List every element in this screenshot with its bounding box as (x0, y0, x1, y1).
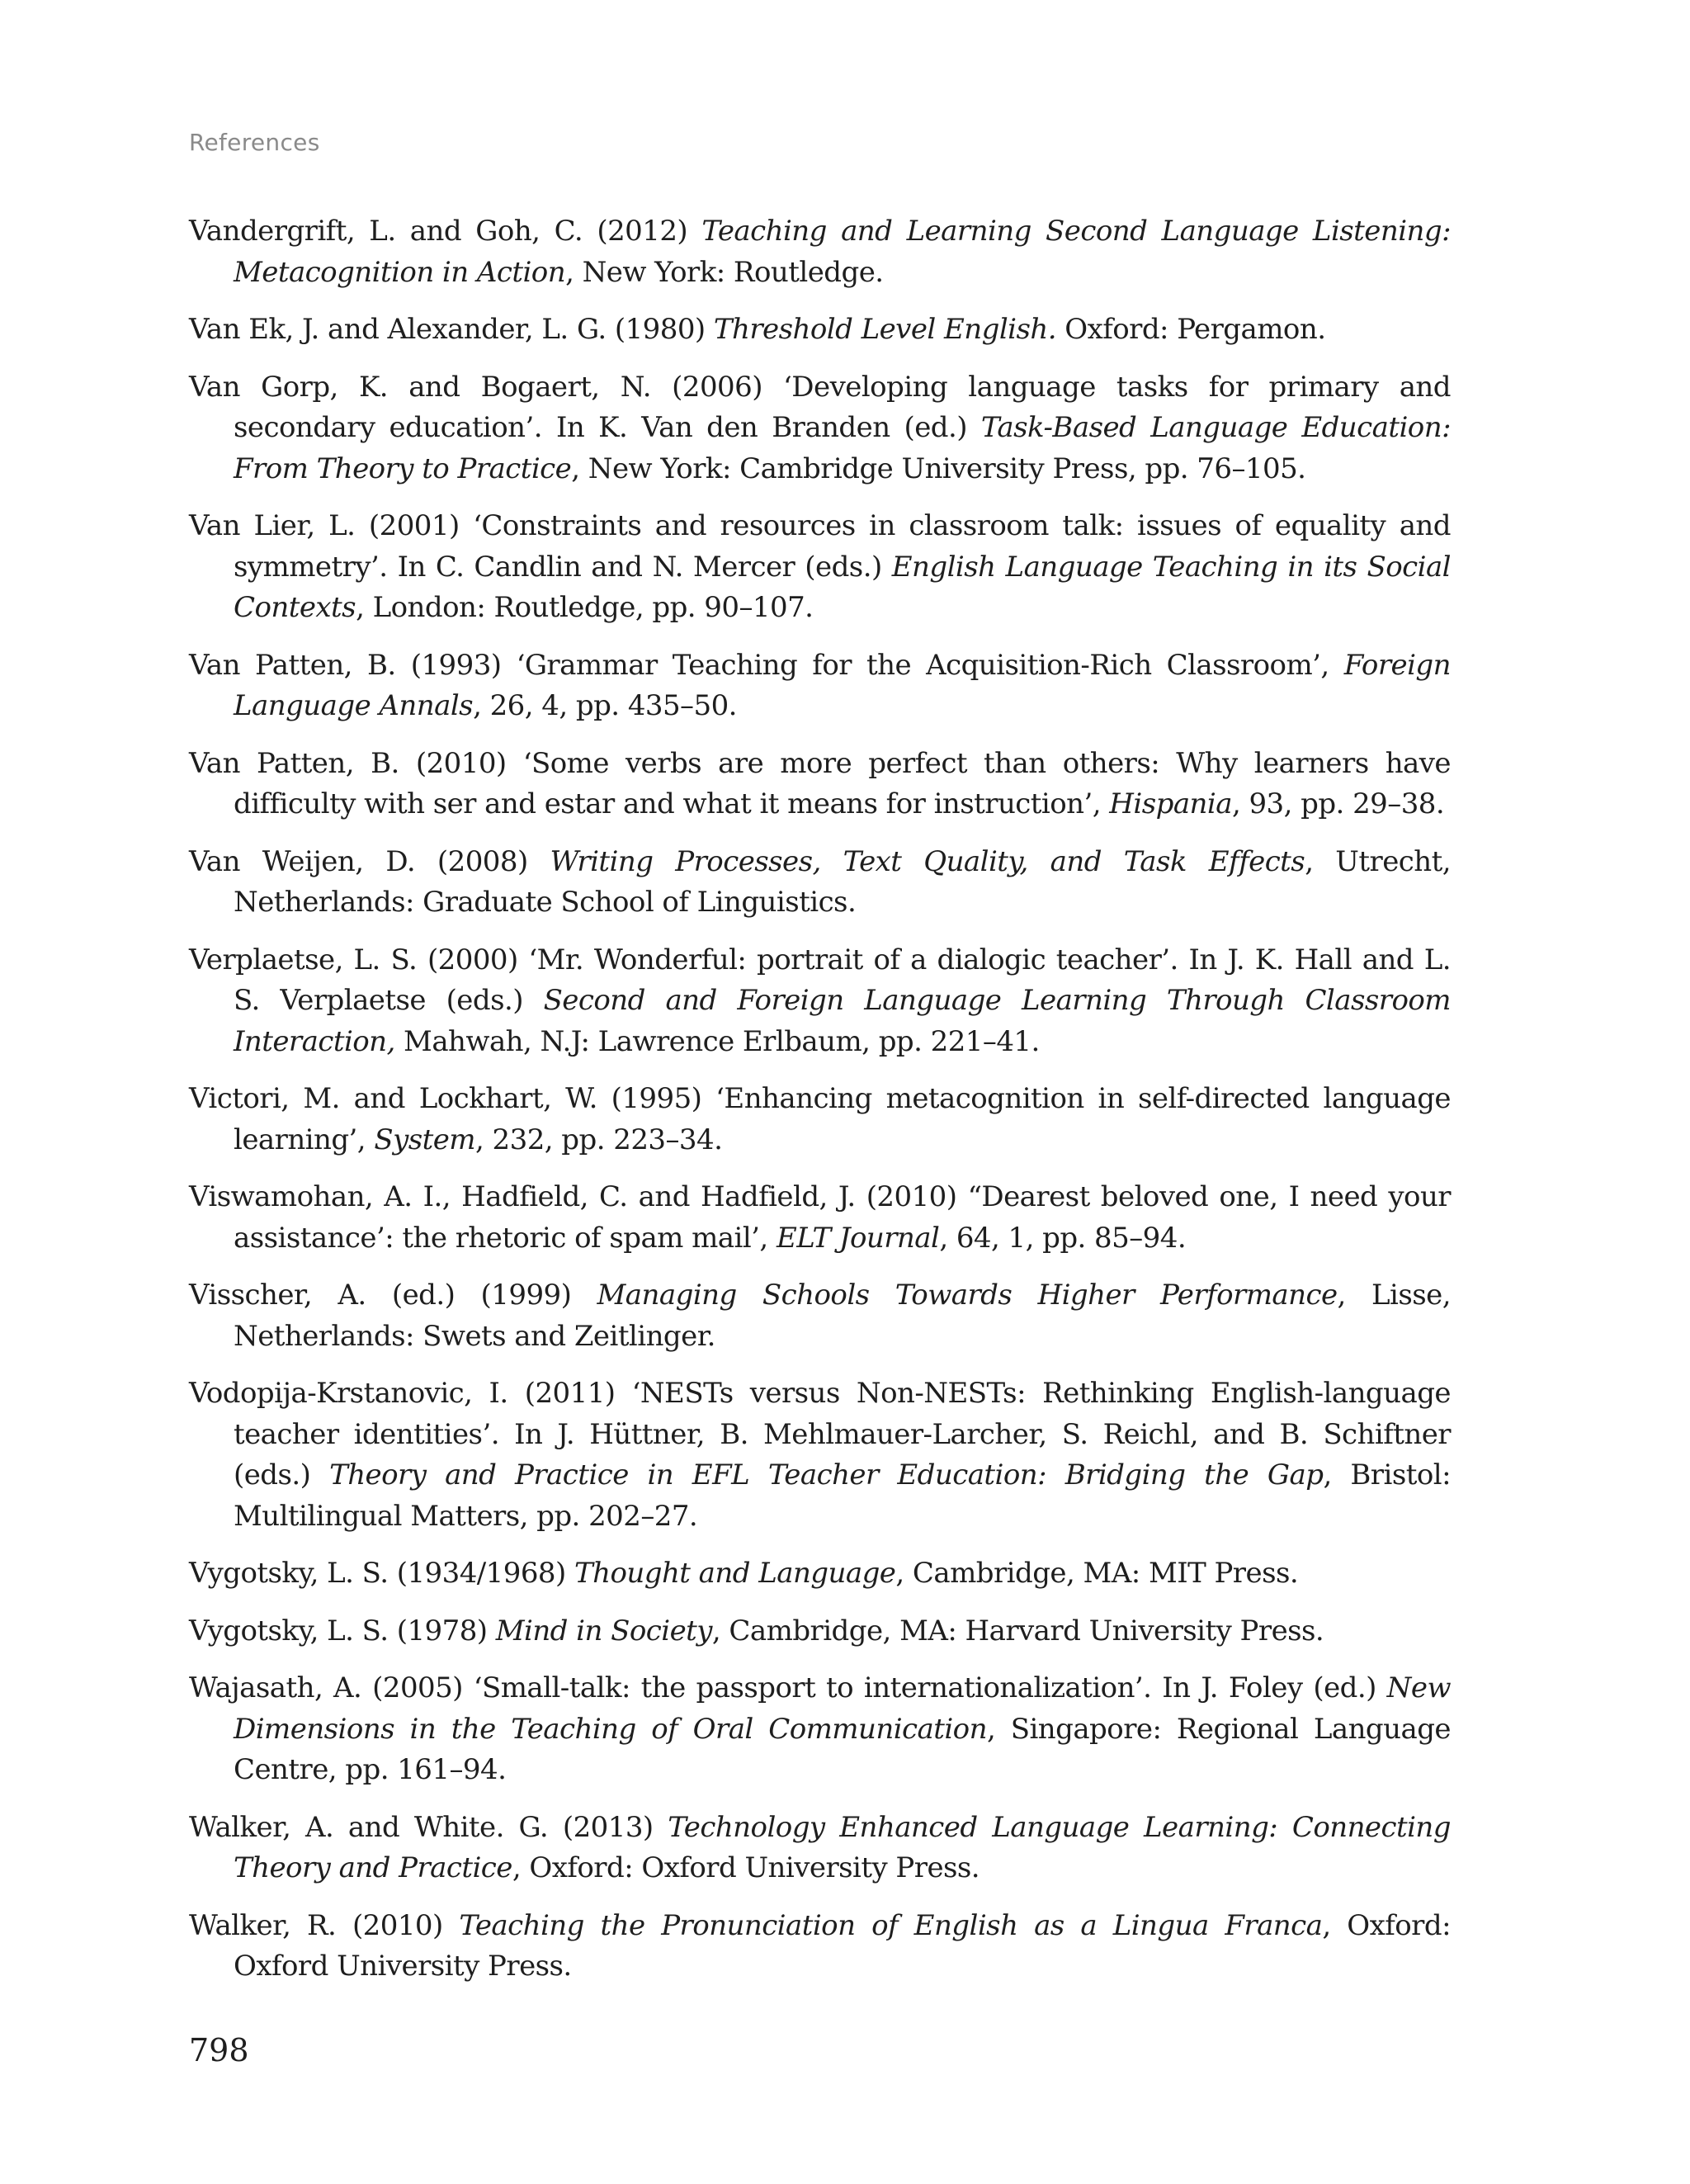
reference-text: Walker, A. and White. G. (2013) (189, 1810, 668, 1844)
reference-text: Oxford: Pergamon. (1055, 313, 1326, 346)
reference-text: Vygotsky, L. S. (1978) (189, 1614, 496, 1647)
reference-text: Van Patten, B. (2010) ‘Some verbs are more perfect than others: Why learners have difficulty with ser and estar and what it means for instruction’, (189, 746, 1451, 820)
reference-text: , New York: Cambridge University Press, pp. 76–105. (571, 451, 1306, 485)
reference-text: , 93, pp. 29–38. (1231, 787, 1445, 820)
reference-text: , Bristol: Multilingual Matters, pp. 202–27. (234, 1458, 1451, 1533)
reference-entry (189, 506, 1451, 629)
reference-text: , 64, 1, pp. 85–94. (939, 1221, 1187, 1255)
reference-text: Van Lier, L. (2001) ‘Constraints and resources in classroom talk: issues of equality and symmetry’. In C. Candlin and N. Mercer (eds.) (189, 509, 1451, 584)
reference-text: Vodopija-Krstanovic, I. (2011) ‘NESTs versus Non-NESTs: Rethinking English-language teacher identities’. In J. Hüttner, B. Mehlmauer-Larcher, S. Reichl, and B. Schiftner (eds.) (189, 1377, 1451, 1491)
reference-text: , New York: Routledge. (565, 255, 884, 289)
reference-text: , Oxford: Oxford University Press. (512, 1851, 980, 1884)
reference-title: New Dimensions in the Teaching of Oral Communication (234, 1671, 1451, 1746)
reference-text: Vygotsky, L. S. (1934/1968) (189, 1557, 574, 1590)
reference-title: Threshold Level English. (713, 313, 1056, 346)
reference-entry (189, 211, 1451, 293)
reference-entry (189, 1553, 1451, 1595)
reference-text: Visscher, A. (ed.) (1999) (189, 1279, 597, 1312)
reference-title: Task-Based Language Education: From Theory to Practice (234, 411, 1451, 485)
reference-entry (189, 1906, 1451, 1988)
reference-title: Writing Processes, Text Quality, and Task Effects (550, 844, 1305, 878)
reference-title: Managing Schools Towards Higher Performance (597, 1279, 1338, 1312)
reference-text: Walker, R. (2010) (189, 1908, 460, 1942)
reference-text: Van Patten, B. (1993) ‘Grammar Teaching for the Acquisition-Rich Classroom’, (189, 648, 1344, 682)
reference-entry (189, 367, 1451, 490)
page-number: 798 (189, 2032, 249, 2068)
reference-title: Teaching and Learning Second Language Listening: Metacognition in Action (234, 215, 1452, 289)
reference-text: , Cambridge, MA: Harvard University Press. (711, 1614, 1324, 1647)
reference-text: Wajasath, A. (2005) ‘Small-talk: the passport to internationalization’. In J. Foley (ed.) (189, 1671, 1387, 1704)
reference-text: , Utrecht, Netherlands: Graduate School of Linguistics. (234, 844, 1452, 919)
reference-text: Van Ek, J. and Alexander, L. G. (1980) (189, 313, 714, 346)
reference-text: , 232, pp. 223–34. (475, 1123, 723, 1156)
reference-text: , Cambridge, MA: MIT Press. (895, 1557, 1299, 1590)
reference-entry (189, 1668, 1451, 1791)
reference-text: , London: Routledge, pp. 90–107. (356, 591, 814, 624)
running-head: References (189, 129, 320, 156)
reference-title: Teaching the Pronunciation of English as a Lingua Franca (459, 1908, 1323, 1942)
reference-text: Viswamohan, A. I., Hadfield, C. and Hadfield, J. (2010) “Dearest beloved one, I need your assistance’: the rhetoric of spam mail’, (189, 1180, 1451, 1255)
reference-text: , Oxford: Oxford University Press. (234, 1908, 1452, 1983)
reference-entry (189, 1275, 1451, 1357)
reference-title: Mind in Society (495, 1614, 712, 1647)
reference-text: Mahwah, N.J: Lawrence Erlbaum, pp. 221–41. (394, 1024, 1040, 1058)
reference-entry (189, 1079, 1451, 1161)
reference-entry (189, 744, 1451, 825)
reference-title: Technology Enhanced Language Learning: Connecting Theory and Practice (234, 1810, 1451, 1884)
reference-entry (189, 645, 1451, 727)
reference-entry (189, 940, 1451, 1063)
reference-entry (189, 1177, 1451, 1259)
reference-title: ELT Journal (776, 1221, 940, 1255)
reference-text: Vandergrift, L. and Goh, C. (2012) (189, 215, 702, 248)
reference-title: Second and Foreign Language Learning Through Classroom Interaction, (234, 984, 1451, 1058)
reference-title: Theory and Practice in EFL Teacher Education: Bridging the Gap (329, 1458, 1324, 1491)
reference-text: Victori, M. and Lockhart, W. (1995) ‘Enhancing metacognition in self-directed language learning’, (189, 1082, 1451, 1156)
reference-entry (189, 310, 1451, 351)
reference-title: English Language Teaching in its Social Contexts (234, 550, 1452, 624)
reference-entry (189, 1808, 1451, 1889)
reference-title: Thought and Language (574, 1557, 896, 1590)
reference-text: Van Gorp, K. and Bogaert, N. (2006) ‘Developing language tasks for primary and secondary education’. In K. Van den Branden (ed.) (189, 370, 1451, 444)
reference-title: Foreign Language Annals (234, 648, 1451, 722)
reference-list (189, 211, 1451, 2004)
reference-entry (189, 842, 1451, 924)
reference-text: , Singapore: Regional Language Centre, pp. 161–94. (234, 1712, 1451, 1786)
reference-text: Verplaetse, L. S. (2000) ‘Mr. Wonderful: portrait of a dialogic teacher’. In J. K. Hall and L. S. Verplaetse (eds.) (189, 943, 1451, 1017)
reference-title: System (374, 1123, 476, 1156)
reference-text: , Lisse, Netherlands: Swets and Zeitlinger. (234, 1279, 1452, 1353)
reference-text: , 26, 4, pp. 435–50. (473, 689, 737, 722)
reference-title: Hispania (1109, 787, 1232, 820)
reference-text: Van Weijen, D. (2008) (189, 844, 550, 878)
reference-entry (189, 1611, 1451, 1652)
reference-entry (189, 1373, 1451, 1537)
